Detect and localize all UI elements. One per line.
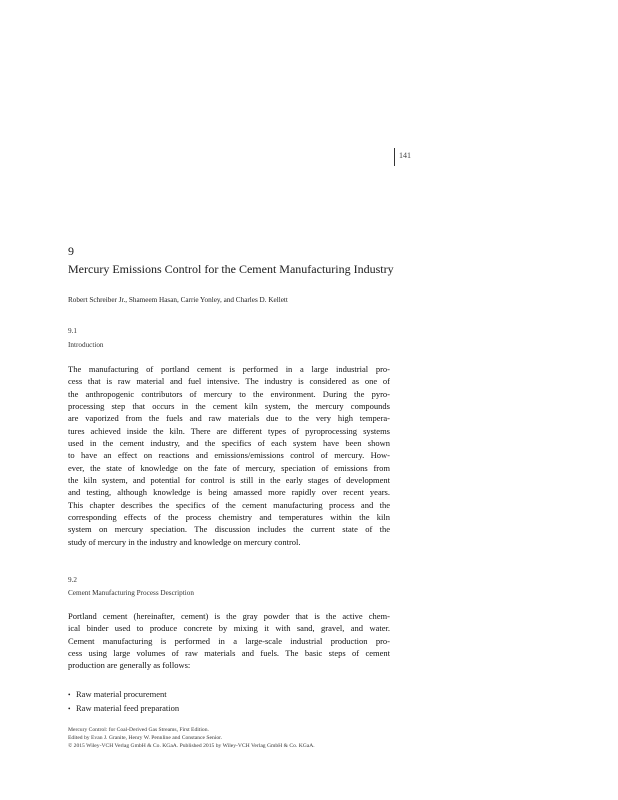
page-number-rule xyxy=(394,148,395,166)
production-steps-list xyxy=(68,688,179,715)
text-line: and testing, although knowledge is being amassed more rapidly over recent years. xyxy=(68,487,390,498)
process-description-paragraph xyxy=(68,610,390,672)
section-title: Introduction xyxy=(68,341,104,349)
footer-line: Edited by Evan J. Granite, Henry W. Pennline and Constance Senior. xyxy=(68,735,223,741)
text-line: Cement manufacturing is performed in a large-scale industrial production pro- xyxy=(68,635,390,646)
footer-line: Mercury Control: for Coal-Derived Gas Streams, First Edition. xyxy=(68,727,209,733)
list-item-text: Raw material feed preparation xyxy=(76,702,180,713)
text-line: processing step that occurs in the cement kiln system, the mercury compounds xyxy=(68,401,390,412)
text-line: are vaporized from the fuels and raw materials due to the very high tempera- xyxy=(68,413,390,424)
chapter-title: Mercury Emissions Control for the Cement Manufacturing Industry xyxy=(68,262,394,276)
bullet-icon: • xyxy=(68,691,71,699)
text-line: Portland cement (hereinafter, cement) is the gray powder that is the active chem- xyxy=(68,611,390,621)
chapter-number: 9 xyxy=(68,244,74,258)
section-title: Cement Manufacturing Process Description xyxy=(68,589,194,597)
section-number: 9.1 xyxy=(68,327,77,335)
section-number: 9.2 xyxy=(68,576,77,584)
text-line: the anthropogenic contributors of mercury to the environment. During the pyro- xyxy=(68,388,390,399)
bullet-icon: • xyxy=(68,704,71,713)
copyright-footer xyxy=(68,726,315,750)
text-line: ever, the state of knowledge on the fate of mercury, speciation of emissions from xyxy=(68,462,390,473)
list-item xyxy=(68,702,179,716)
text-line: cess using large volumes of raw materials and fuels. The basic steps of cement xyxy=(68,648,390,659)
page-number: 141 xyxy=(399,151,411,160)
text-line: The manufacturing of portland cement is performed in a large industrial pro- xyxy=(68,364,390,374)
text-line: the kiln system, and potential for control is still in the early stages of development xyxy=(68,475,390,486)
text-line: corresponding effects of the process chemistry and temperatures within the kiln xyxy=(68,512,390,523)
text-line: study of mercury in the industry and knowledge on mercury control. xyxy=(68,536,301,547)
introduction-paragraph xyxy=(68,363,390,548)
text-line: ical binder used to produce concrete by mixing it with sand, gravel, and water. xyxy=(68,623,390,634)
text-line: This chapter describes the specifics of the cement manufacturing process and the xyxy=(68,499,390,510)
text-line: system on mercury speciation. The discussion includes the current state of the xyxy=(68,524,390,535)
text-line: tures achieved inside the kiln. There are different types of pyroprocessing systems xyxy=(68,425,390,436)
list-item xyxy=(68,688,179,702)
text-line: cess that is raw material and fuel intensive. The industry is considered as one of xyxy=(68,376,390,387)
text-line: production are generally as follows: xyxy=(68,660,191,671)
text-line: used in the cement industry, and the specifics of each system have been shown xyxy=(68,438,390,449)
footer-line: © 2015 Wiley-VCH Verlag GmbH & Co. KGaA. Published 2015 by Wiley-VCH Verlag GmbH & Co. KGaA. xyxy=(68,743,315,749)
list-item-text: Raw material procurement xyxy=(76,689,167,699)
chapter-authors: Robert Schreiber Jr., Shameem Hasan, Carrie Yonley, and Charles D. Kellett xyxy=(68,296,288,304)
text-line: to have an effect on reactions and emissions/emissions control of mercury. How- xyxy=(68,450,390,461)
